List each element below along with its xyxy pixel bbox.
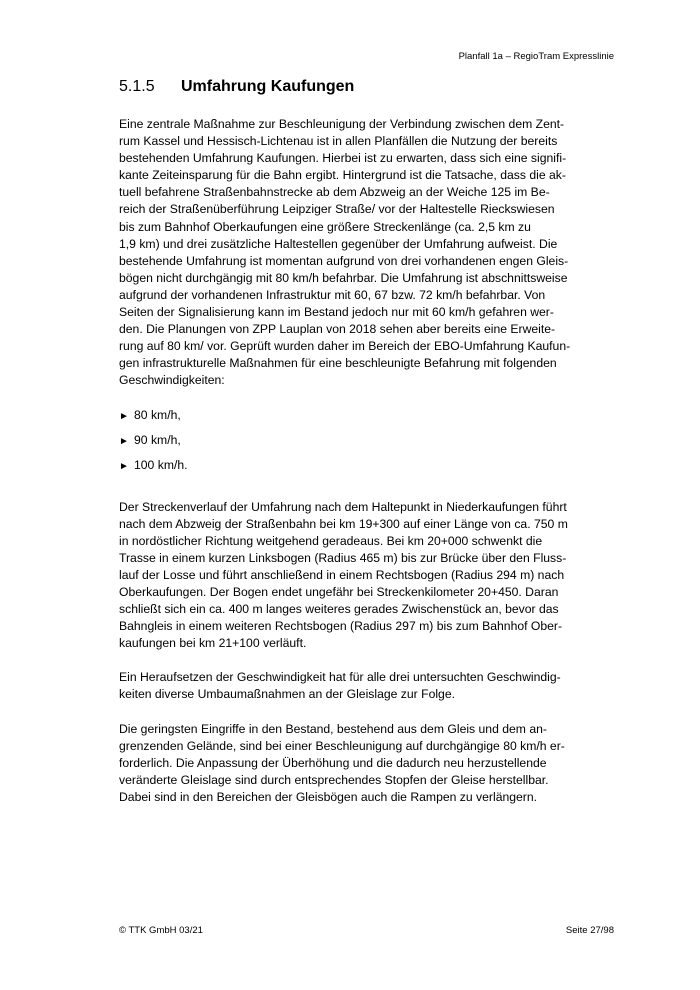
paragraph-2 [119,499,604,653]
text-line: Eine zentrale Maßnahme zur Beschleunigung der Verbindung zwischen dem Zent- [119,117,565,131]
text-line: tuell befahrene Straßenbahnstrecke ab dem Abzweig an der Weiche 125 im Be- [119,185,550,200]
text-line: Geschwindigkeiten: [119,373,225,388]
text-line: bestehende Umfahrung ist momentan aufgrund von drei vorhandenen engen Gleis- [119,253,569,268]
text-line: Oberkaufungen. Der Bogen endet ungefähr bei Streckenkilometer 20+450. Daran [119,584,559,599]
text-line: kaufungen bei km 21+100 verläuft. [119,636,307,651]
list-item [119,407,604,432]
text-line: schließt sich ein ca. 400 m langes weiteres gerades Zwischenstück an, bevor das [119,602,559,617]
text-line: forderlich. Die Anpassung der Überhöhung und die dadurch neu herzustellende [119,755,547,770]
paragraph-1 [119,116,604,390]
text-line: veränderte Gleislage sind durch entsprechendes Stopfen der Gleise herstellbar. [119,772,549,787]
text-line: bestehenden Umfahrung Kaufungen. Hierbei ist zu erwarten, dass sich eine signifi- [119,151,567,166]
triangle-bullet-icon: ► [119,435,129,447]
list-item [119,432,604,457]
triangle-bullet-icon: ► [119,460,129,472]
text-line: gen infrastrukturelle Maßnahmen für eine beschleunigte Befahrung mit folgenden [119,356,557,371]
list-item-text: 80 km/h, [134,407,181,422]
text-line: Der Streckenverlauf der Umfahrung nach dem Haltepunkt in Niederkaufungen führt [119,499,567,514]
section-number: 5.1.5 [119,78,155,95]
text-line: Seiten der Signalisierung kann im Bestand jedoch nur mit 60 km/h gefahren wer- [119,305,554,320]
triangle-bullet-icon: ► [119,410,129,422]
text-line: bögen nicht durchgängig mit 80 km/h befahrbar. Die Umfahrung ist abschnittsweise [119,270,568,285]
text-line: rum Kassel und Hessisch-Lichtenau ist in allen Planfällen die Nutzung der bereits [119,134,558,149]
text-line: reich der Straßenüberführung Leipziger Straße/ vor der Haltestelle Rieckswiesen [119,202,555,217]
text-line: Bahngleis in einem weiteren Rechtsbogen (Radius 297 m) bis zum Bahnhof Ober- [119,619,563,634]
text-line: Ein Heraufsetzen der Geschwindigkeit hat für alle drei untersuchten Geschwindig- [119,670,561,685]
footer-copyright: © TTK GmbH 03/21 [119,925,203,936]
text-line: kante Zeiteinsparung für die Bahn ergibt. Hintergrund ist die Tatsache, dass die ak- [119,168,566,183]
text-line: Die geringsten Eingriffe in den Bestand, bestehend aus dem Gleis und dem an- [119,721,547,736]
text-line: in nordöstlicher Richtung weitgehend geradeaus. Bei km 20+000 schwenkt die [119,533,543,548]
section-heading [119,78,354,96]
text-line: lauf der Losse und führt anschließend in einem Rechtsbogen (Radius 294 m) nach [119,567,565,582]
text-line: nach dem Abzweig der Straßenbahn bei km 19+300 auf einer Länge von ca. 750 m [119,516,568,531]
text-line: den. Die Planungen von ZPP Lauplan von 2018 sehen aber bereits eine Erweite- [119,322,556,337]
body-text [119,116,604,823]
section-title: Umfahrung Kaufungen [181,78,355,95]
speed-list [119,407,604,482]
footer-page-number: Seite 27/98 [565,925,614,936]
text-line: Trasse in einem kurzen Linksbogen (Radius 465 m) bis zur Brücke über den Fluss- [119,550,567,565]
paragraph-4 [119,721,604,806]
text-line: Dabei sind in den Bereichen der Gleisbögen auch die Rampen zu verlängern. [119,789,538,804]
text-line: aufgrund der vorhandenen Infrastruktur mit 60, 67 bzw. 72 km/h befahrbar. Von [119,287,546,302]
list-item [119,457,604,482]
text-line: rung auf 80 km/ vor. Geprüft wurden daher im Bereich der EBO-Umfahrung Kaufun- [119,339,571,354]
list-item-text: 90 km/h, [134,432,181,447]
list-item-text: 100 km/h. [134,457,188,472]
text-line: grenzenden Gelände, sind bei einer Beschleunigung auf durchgängige 80 km/h er- [119,738,565,753]
text-line: keiten diverse Umbaumaßnahmen an der Gleislage zur Folge. [119,687,456,702]
text-line: bis zum Bahnhof Oberkaufungen eine größere Streckenlänge (ca. 2,5 km zu [119,219,531,234]
paragraph-3 [119,669,604,703]
text-line: 1,9 km) und drei zusätzliche Haltestellen gegenüber der Umfahrung aufweist. Die [119,236,558,251]
running-header: Planfall 1a – RegioTram Expresslinie [458,51,614,62]
